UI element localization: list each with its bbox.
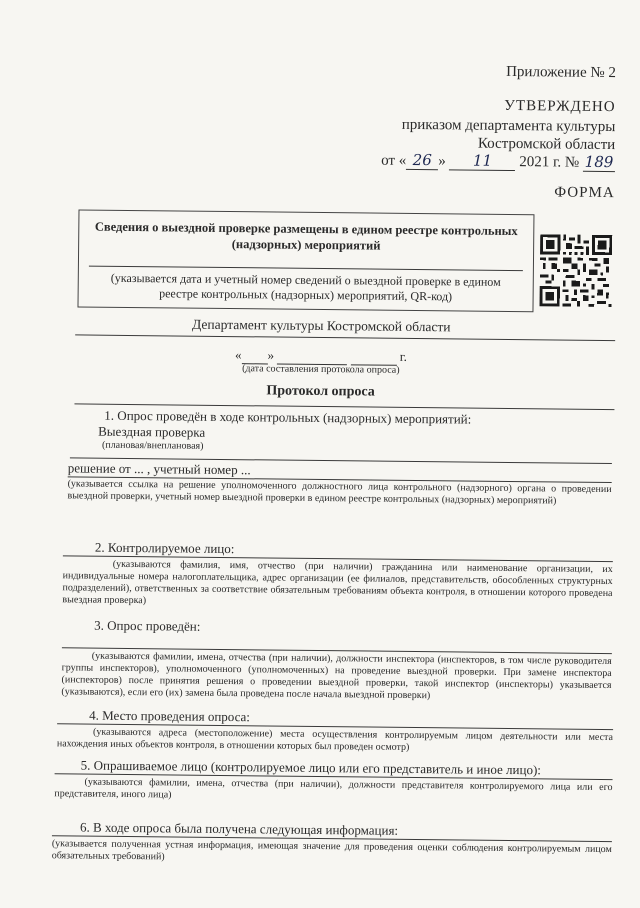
order-day: 26 (406, 151, 438, 170)
order-line-1: приказом департамента культуры (401, 116, 616, 136)
date-open-quote: « (234, 347, 242, 363)
registry-box-hint (79, 270, 533, 305)
section-3-hint: (указываются фамилии, имена, отчества (при наличии), должности инспектора (инспекторов, в том числе руководителя группы инспекторов), уполномоченного (уполномоченных) на проведение выездной проверки. При замене инспектора (инспекторов) после принятия решения о проведении выездной проверки, такой инспектор (инспекторы) указывается (указываются), если его (их) замена была проведена после начала выездной проверки) (61, 650, 612, 702)
date-month-blank (277, 348, 347, 366)
order-mid: » (438, 153, 446, 170)
section-6-hint: (указывается полученная устная информация, имеющая значение для проведения оценки соблюдения контролируемым лицом обязательных требований) (51, 838, 612, 863)
order-from: от « (381, 152, 407, 169)
order-number: 189 (584, 152, 614, 172)
order-line-2: Костромской области (477, 135, 616, 154)
order-line-3 (381, 151, 615, 172)
registry-box-title (79, 218, 533, 255)
section-1-value: Выездная проверка (98, 423, 206, 440)
date-close-quote: » (267, 347, 275, 363)
date-day-blank (241, 347, 267, 364)
section-1-decision-hint: (указывается ссылка на решение уполномоченного должностного лица контрольного (надзорного) органа о проведении выездной проверки, учетный номер выездной проверки в едином реестре контрольных (надзорных) мероприятий) (67, 478, 612, 507)
date-hint: (дата составления протокола опроса) (242, 363, 400, 376)
protocol-title: Протокол опроса (266, 383, 375, 400)
section-2-heading: 2. Контролируемое лицо: (94, 539, 235, 557)
form-label: ФОРМА (554, 184, 615, 202)
section-5-heading: 5. Опрашиваемое лицо (контролируемое лицо или его представитель и иное лицо): (80, 757, 542, 778)
section-1-heading: 1. Опрос проведён в ходе контрольных (надзорных) мероприятий: (104, 407, 472, 427)
section-1-decision: решение от ... , учетный номер ... (67, 460, 251, 478)
section-1-value-hint: (плановая/внеплановая) (101, 439, 204, 452)
section-5-hint: (указываются фамилии, имена, отчества (при наличии), должности представителя контролируемого лица или его представителя, иного лица) (54, 776, 613, 801)
qr-code-icon (540, 234, 613, 307)
section-6-heading: 6. В ходе опроса была получена следующая информация: (79, 819, 399, 838)
section-3-heading: 3. Опрос проведён: (94, 617, 201, 634)
appendix-label: Приложение № 2 (506, 63, 617, 82)
section-4-heading: 4. Место проведения опроса: (89, 707, 251, 725)
registry-hint-line-2: реестре контрольных (надзорных) мероприятий, QR-код) (159, 286, 453, 304)
registry-title-line-2: (надзорных) мероприятий (231, 237, 381, 253)
date-year-suffix: г. (399, 348, 408, 364)
section-4-hint: (указываются адреса (местоположение) места осуществления контролируемым лицом деятельности или места нахождения иных объектов контроля, в отношении которых был проведен осмотр) (56, 726, 614, 753)
section-2-hint: (указываются фамилия, имя, отчество (при наличии) гражданина или наименование организации, их индивидуальные номера налогоплательщика, адрес организации (ее филиалов, представительств, обособленных структурных подразделений), ответственных за соответствие обязательным требованиям объекта контроля, в отношении которого проведена выездная проверка) (62, 558, 613, 607)
order-year: 2021 г. № (519, 154, 580, 171)
registry-box (77, 209, 534, 312)
approved-label: УТВЕРЖДЕНО (504, 97, 616, 116)
order-month: 11 (449, 151, 515, 171)
registry-hint-line-1: (указывается дата и учетный номер сведений о выездной проверке в едином (110, 270, 501, 289)
date-year-blank (350, 348, 396, 365)
department-name: Департамент культуры Костромской области (192, 316, 451, 335)
registry-title-line-1: Сведения о выездной проверке размещены в едином реестре контрольных (94, 219, 518, 239)
